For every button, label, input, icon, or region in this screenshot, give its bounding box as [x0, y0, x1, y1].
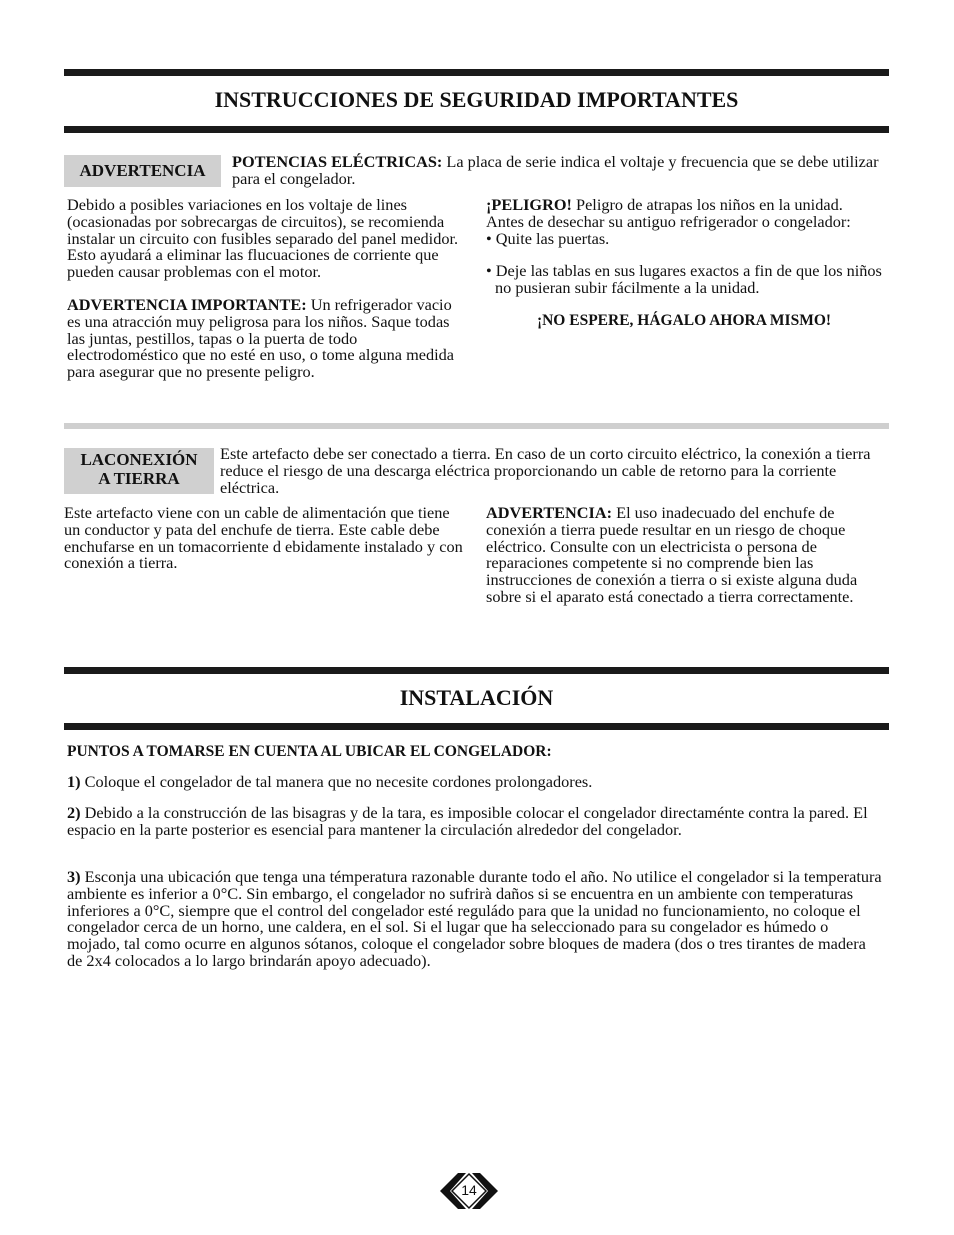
grounding-warning-paragraph: [486, 505, 886, 606]
left-column-safety: [67, 197, 467, 381]
danger-paragraph: [486, 197, 882, 231]
bullet-leave-shelves: • Deje las tablas en sus lugares exactos a fin de que los niños no pusieran subir fácilmente a la unidad.: [486, 261, 882, 298]
item-2-number: 2): [67, 803, 81, 822]
item-3-number: 3): [67, 867, 81, 886]
power-paragraph: [232, 154, 882, 188]
page-number: 14: [461, 1182, 477, 1198]
top-rule: [64, 69, 889, 76]
item-3-text: Esconja una ubicación que tenga una témperatura razonable durante todo el año. No utilice el congelador si la temperatura ambiente es inferior a 0°C. Sin embargo, el congelador no sufrirà daños si se encuentra en un ambiente con temperaturas inferiores a 0°C, siempre que el control del congelador esté reguládo para que la unidad no funcionamiento, no coloque el congelador cerca de un horno, une caldera, en el sol. Si el lugar que ha seleccionado para su congelador es húmedo o mojado, tal como ocurre en algunos sótanos, coloque el congelador sobre bloques de madera (dos o tres tirantes de madera de 2x4 colocados a lo largo brindarán apoyo adecuado).: [67, 867, 882, 970]
grounding-warning-heading: ADVERTENCIA:: [486, 503, 613, 522]
gray-divider: [64, 423, 889, 429]
right-column-safety: [486, 197, 882, 330]
installation-item-1: [67, 774, 885, 791]
power-text: La placa de serie indica el voltaje y frecuencia que se debe utilizar para el congelador.: [232, 152, 879, 188]
bullet-remove-doors: • Quite las puertas.: [486, 228, 610, 248]
page-number-badge: [440, 1170, 498, 1212]
danger-heading: ¡PELIGRO!: [486, 195, 572, 214]
item-1-number: 1): [67, 772, 81, 791]
voltage-paragraph: Debido a posibles variaciones en los voltaje de lines (ocasionadas por sobrecargas de circuitos), se recomienda instalar un circuito con fusibles separado del panel medidor. Esto ayudará a eliminar las flucuaciones de corriente que pueden causar problemas con el motor.: [67, 195, 459, 282]
danger-text: Peligro de atrapas los niños en la unidad. Antes de desechar su antiguo refrigerador o congelador:: [486, 195, 851, 231]
safety-title: INSTRUCCIONES DE SEGURIDAD IMPORTANTES: [214, 87, 739, 112]
grounding-label-line1: LACONEXIÓN: [80, 450, 198, 469]
grounding-intro: Este artefacto debe ser conectado a tierra. En caso de un corto circuito eléctrico, la conexión a tierra reduce el riesgo de una descarga eléctrica proporcionando un cable de retorno para la corriente eléctrica.: [220, 444, 871, 497]
installation-item-3: [67, 869, 885, 970]
installation-top-rule: [64, 667, 889, 674]
item-2-text: Debido a la construcción de las bisagras y de la tara, es imposible colocar el congelador directaménte contra la pared. El espacio en la parte posterior es esencial para mantener la circulación alrededor del congelador.: [67, 803, 868, 839]
installation-item-2: [67, 805, 885, 839]
grounding-label: [64, 448, 214, 494]
power-heading: POTENCIAS ELÉCTRICAS:: [232, 152, 443, 171]
grounding-warning-text: El uso inadecuado del enchufe de conexión a tierra puede resultar en un riesgo de choque eléctrico. Consulte con un electricista o persona de reparaciones competente si no comprende bien las instrucciones de conexión a tierra o si existe alguna duda sobre si el aparato está conectado a tierra correctamente.: [486, 503, 858, 606]
installation-title: INSTALACIÓN: [399, 685, 554, 710]
important-heading: ADVERTENCIA IMPORTANTE:: [67, 294, 307, 314]
grounding-left-text: Este artefacto viene con un cable de alimentación que tiene un conductor y pata del enchufe de tierra. Este cable debe enchufarse en un tomacorriente d ebidamente instalado y con conexión a tierra.: [64, 503, 463, 573]
warning-label: ADVERTENCIA: [64, 155, 221, 187]
act-now-text: ¡NO ESPERE, HÁGALO AHORA MISMO!: [536, 311, 832, 329]
installation-subheading: PUNTOS A TOMARSE EN CUENTA AL UBICAR EL CONGELADOR:: [67, 743, 552, 760]
important-paragraph: [67, 294, 467, 382]
installation-title-rule: [64, 723, 889, 730]
safety-title-rule: [64, 126, 889, 133]
item-1-text: Coloque el congelador de tal manera que no necesite cordones prolongadores.: [80, 772, 593, 791]
important-text: Un refrigerador vacio es una atracción muy peligrosa para los niños. Saque todas las juntas, pestillos, tapas o la puerta de todo electrodoméstico que no esté en uso, o tome alguna medida para asegurar que no presente peligro.: [67, 294, 455, 382]
grounding-label-line2: A TIERRA: [98, 469, 180, 488]
